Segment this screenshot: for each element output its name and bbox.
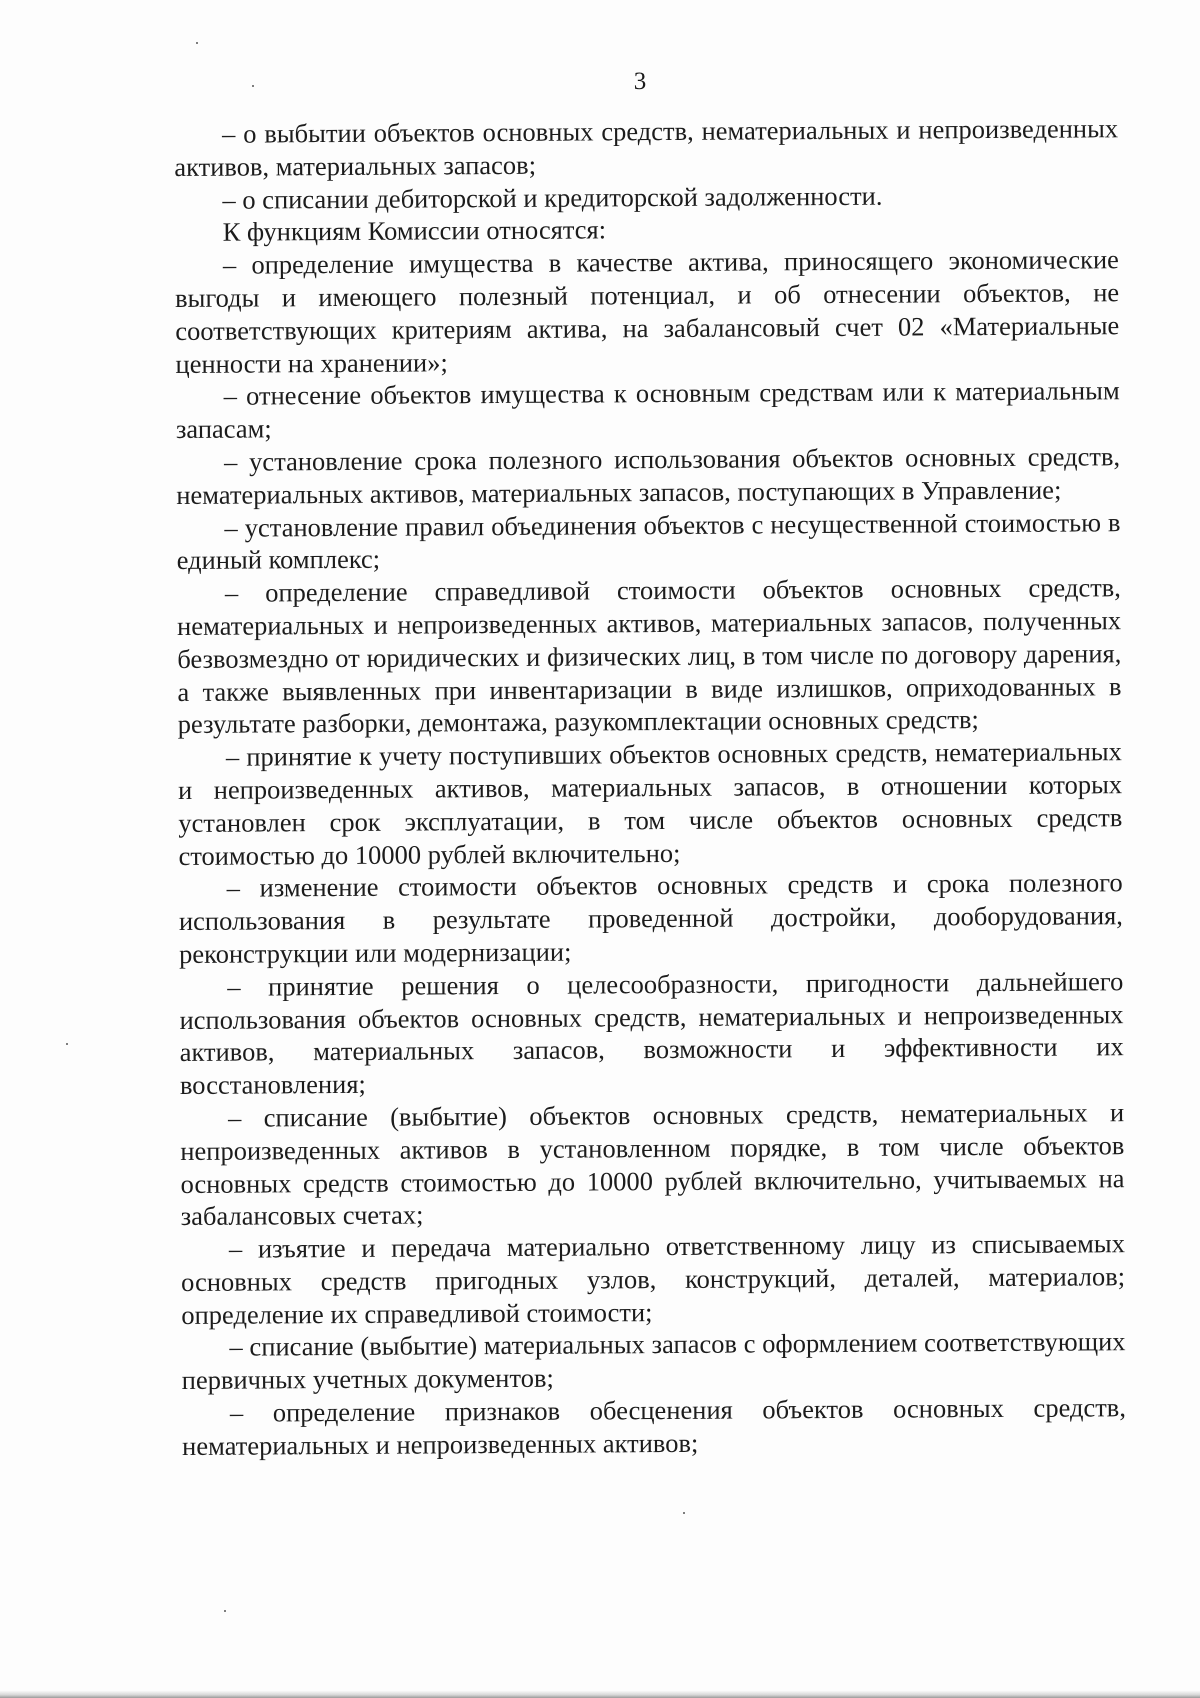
paragraph-disposal-assets: – о выбытии объектов основных средств, нематериальных и непроизведенных активов, материальных запасов; <box>174 113 1119 182</box>
scan-speck <box>224 1610 226 1612</box>
page-number: 3 <box>633 68 647 95</box>
paragraph-parts-removal: – изъятие и передача материально ответственному лицу из списываемых основных средств пригодных узлов, конструкций, деталей, материалов; определение их справедливой стоимости; <box>181 1228 1126 1330</box>
paragraph-functions-heading: К функциям Комиссии относятся: <box>222 214 607 248</box>
paragraph-value-change: – изменение стоимости объектов основных средств и срока полезного использования в результате проведенной достройки, дооборудования, реконструкции или модернизации; <box>178 867 1123 969</box>
paragraph-useful-life: – установление срока полезного использования объектов основных средств, нематериальных активов, материальных запасов, поступающих в Управление; <box>176 441 1121 510</box>
paragraph-asset-definition: – определение имущества в качестве актива, приносящего экономические выгоды и имеющего полезный потенциал, и об отнесении объектов, не соответствующих критериям актива, на забалансовый счет 02 «Материальные ценности на хранении»; <box>175 244 1120 379</box>
paragraph-write-off-debts: – о списании дебиторской и кредиторской задолженности. <box>222 180 883 215</box>
paragraph-fair-value: – определение справедливой стоимости объектов основных средств, нематериальных и непроизведенных активов, материальных запасов, полученных безвозмездно от юридических и физических лиц, в том числе по договору дарения, а также выявленных при инвентаризации в виде излишков, оприходованных в результате разборки, демонтажа, разукомплектации основных средств; <box>177 572 1122 740</box>
scan-speck <box>683 1512 685 1514</box>
document-body <box>174 112 1126 1462</box>
paragraph-fixed-asset-write-off: – списание (выбытие) объектов основных средств, нематериальных и непроизведенных активов в установленном порядке, в том числе объектов основных средств стоимостью до 10000 рублей включительно, учитываемых на забалансовых счетах; <box>180 1097 1125 1232</box>
paragraph-classification: – отнесение объектов имущества к основным средствам или к материальным запасам; <box>175 375 1120 445</box>
paragraph-grouping-rules: – установление правил объединения объектов с несущественной стоимостью в единый комплекс; <box>176 506 1121 576</box>
scan-bottom-edge <box>0 1690 1200 1698</box>
scan-speck <box>252 85 254 87</box>
paragraph-acceptance: – принятие к учету поступивших объектов основных средств, нематериальных и непроизведенных активов, материальных запасов, в отношении которых установлен срок эксплуатации, в том числе объектов основных средств стоимостью до 10000 рублей включительно; <box>178 736 1123 871</box>
scan-speck <box>196 42 198 44</box>
paragraph-impairment: – определение признаков обесценения объектов основных средств, нематериальных и непроизведенных активов; <box>182 1392 1126 1461</box>
paragraph-usability-decision: – принятие решения о целесообразности, пригодности дальнейшего использования объектов основных средств, нематериальных и непроизведенных активов, материальных запасов, возможности и эффективности их восстановления; <box>179 965 1124 1101</box>
scan-speck <box>66 1043 68 1045</box>
paragraph-inventory-write-off: – списание (выбытие) материальных запасов с оформлением соответствующих первичных учетных документов; <box>181 1326 1126 1396</box>
